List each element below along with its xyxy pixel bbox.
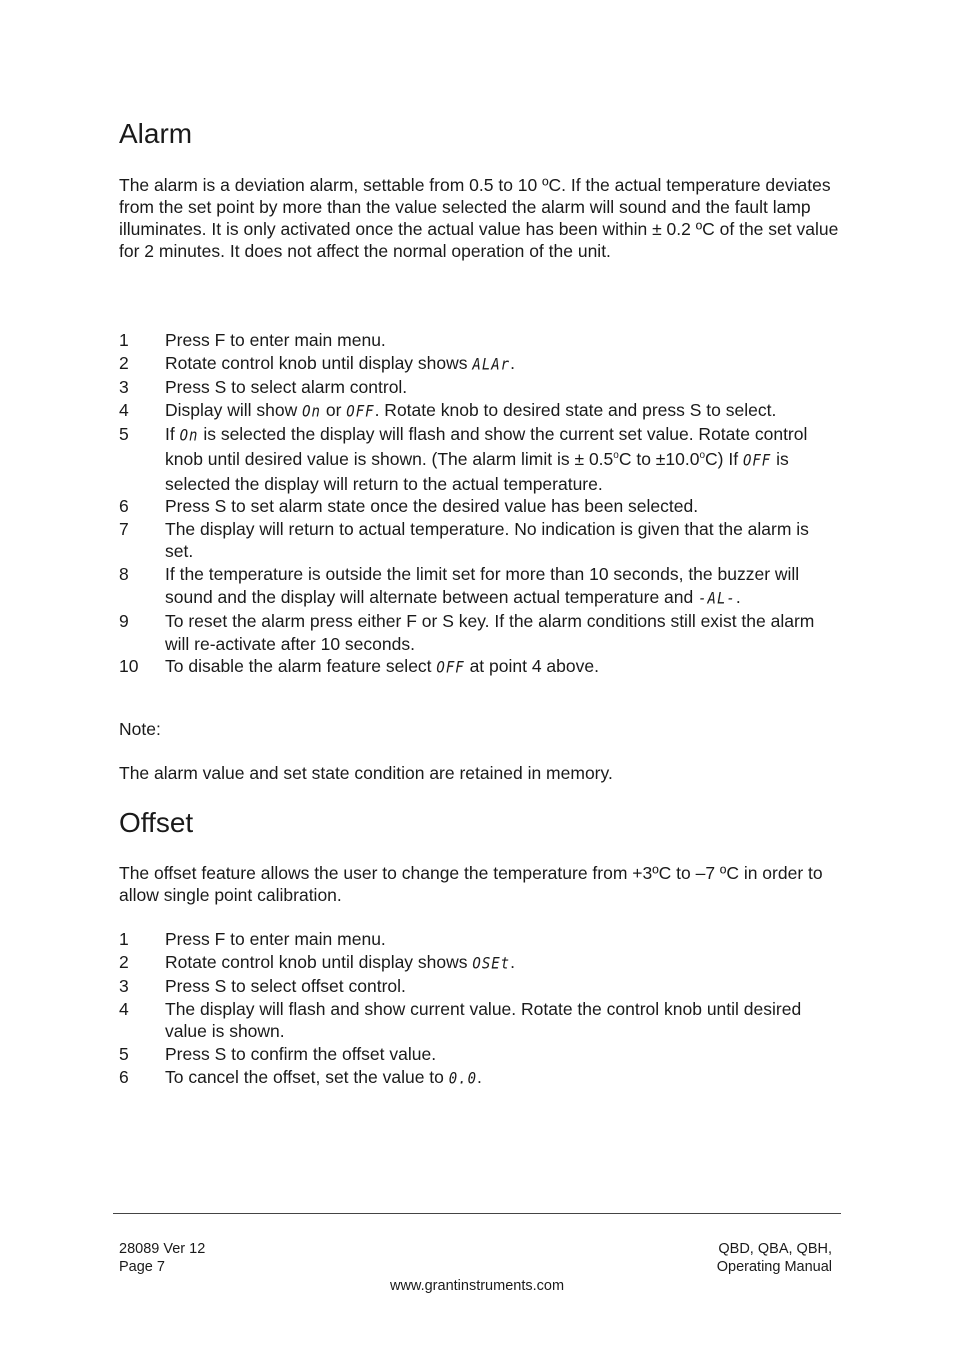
doc-number: 28089 Ver 12 [119,1241,206,1257]
footer-models: QBD, QBA, QBH, [718,1241,832,1257]
list-item: 5 If On is selected the display will flash and show the current set value. Rotate control knob until desired value is shown. (The alarm limit is ± $0.5^oC$ to $\pm 10.0^oC$) If OFF is selected the display will return to the actual temperature. [119,424,808,494]
list-item: 3 Press S to select offset control. [119,976,406,997]
list-item: 3 Press S to select alarm control. [119,377,408,398]
offset-steps [119,928,841,1090]
list-item: 6 Press S to set alarm state once the desired value has been selected. [119,496,699,517]
display-code: On [179,427,199,446]
display-code: OFF [346,402,375,421]
footer-manual: Operating Manual [716,1259,832,1275]
offset-intro: The offset feature allows the user to change the temperature from +3ºC to –7 ºC in order to allow single point calibration. [119,863,823,905]
list-item: 1 Press F to enter main menu. [119,330,386,350]
list-item: 2 Rotate control knob until display shows OSEt. [119,951,841,976]
display-code: On [302,402,321,421]
list-item: 10 To disable the alarm feature select OFF at point 4 above. [119,655,841,680]
list-item: 7 The display will return to actual temperature. No indication is given that the alarm is set. [119,518,809,562]
list-item: 5 Press S to confirm the offset value. [119,1043,437,1064]
list-item: 4 Display will show On or OFF. Rotate knob to desired state and press S to select. [119,399,841,424]
list-item: 9 To reset the alarm press either F or S key. If the alarm conditions still exist the alarm will re-activate after 10 seconds. [119,611,815,654]
list-item: 8 If the temperature is outside the limit set for more than 10 seconds, the buzzer will sound and the display will alternate between actual temperature and -AL-. [119,563,841,610]
display-code: OFF [742,451,772,471]
alarm-steps [119,329,841,680]
footer-divider [113,1213,841,1214]
list-item: 1 Press F to enter main menu. [119,929,386,949]
alarm-intro: The alarm is a deviation alarm, settable from 0.5 to 10 ºC. If the actual temperature deviates from the set point by more than the value selected the alarm will sound and the fault lamp illuminates. It is only activated once the actual value has been within ± 0.2 ºC of the set value for 2 minutes. It does not affect the normal operation of the unit. [119,175,839,261]
note-label: Note: [119,719,161,739]
list-item: 2 Rotate control knob until display shows ALAr. [119,352,841,377]
note-text: The alarm value and set state condition are retained in memory. [119,763,613,783]
display-code: OSEt [472,954,511,973]
alarm-heading: Alarm [119,118,193,149]
display-code: -AL- [698,589,736,608]
page-number: Page 7 [119,1259,165,1275]
list-item: 6 To cancel the offset, set the value to 0.0. [119,1066,841,1091]
footer-website[interactable]: www.grantinstruments.com [389,1278,565,1294]
display-code: ALAr [472,355,511,374]
list-item: 4 The display will flash and show current value. Rotate the control knob until desired value is shown. [119,998,802,1042]
offset-heading: Offset [119,807,194,838]
display-code: 0.0 [448,1069,478,1088]
display-code: OFF [436,659,465,678]
